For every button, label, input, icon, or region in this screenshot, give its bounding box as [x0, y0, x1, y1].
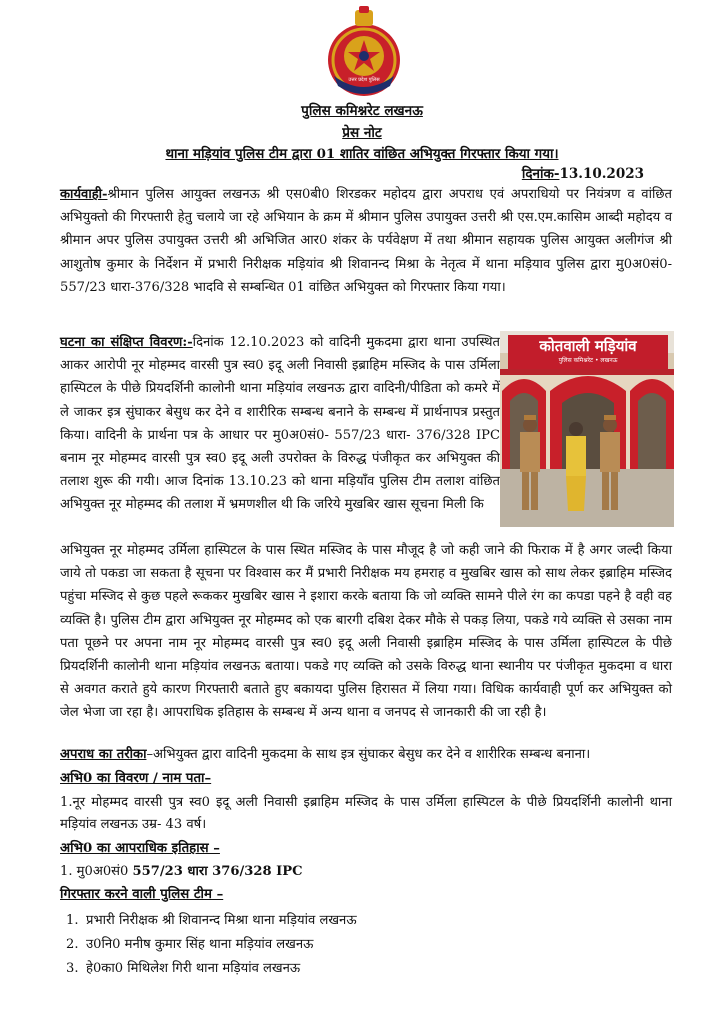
- team-member-num: 3.: [66, 961, 79, 976]
- team-member-text: हे0का0 मिथिलेश गिरी थाना मड़ियांव लखनऊ: [86, 961, 301, 976]
- modus-label: अपराध का तरीका: [60, 747, 147, 762]
- team-member-text: प्रभारी निरीक्षक श्री शिवानन्द मिश्रा थाना मड़ियांव लखनऊ: [86, 913, 357, 928]
- history-prefix: 1. मु0अ0सं0: [60, 864, 133, 879]
- photo-sign-sub: पुलिस कमिश्नरेट • लखनऊ: [558, 357, 618, 364]
- modus-line: [60, 744, 700, 762]
- incident-paragraph: [60, 331, 500, 517]
- action-text: श्रीमान पुलिस आयुक्त लखनऊ श्री एस0बी0 शिरडकर महोदय द्वारा अपराध एवं अपराधियो पर नियंत्रण व वांछित अभियुक्तो की गिरफ्तारी हेतु चलाये जा रहे अभियान के क्रम में श्रीमान पुलिस उपायुक्त उत्तरी श्री एस.एम.कासिम आब्दी महोदय व श्रीमान अपर पुलिस उपायुक्त उत्तरी श्री अभिजित आर0 शंकर के पर्यवेक्षण में तथा श्रीमान सहायक पुलिस आयुक्त अलीगंज श्री आशुतोष कुमार के निर्देशन में प्रभारी निरीक्षक मड़ियांव श्री शिवानन्द मिश्रा के नेतृत्व में थाना मड़ियाव पुलिस द्वारा मु0अ0सं0-557/23 धारा-376/328 भादवि से सम्बन्धित 01 वांछित अभियुक्त को गिरफ्तार किया गया।: [60, 187, 672, 295]
- incident-paragraph-cont: [60, 539, 672, 725]
- modus-text: –अभियुक्त द्वारा वादिनी मुकदमा के साथ इत्र सुंघाकर बेसुध कर देने व शारीरिक सम्बन्ध बनाना।: [146, 747, 591, 762]
- action-paragraph: [60, 183, 672, 299]
- up-police-emblem-icon: [324, 6, 404, 98]
- headline: थाना मड़ियांव पुलिस टीम द्वारा 01 शातिर वांछित अभियुक्त गिरफ्तार किया गया।: [165, 146, 559, 162]
- history-label: अभि0 का आपराधिक इतिहास –: [60, 841, 220, 856]
- incident-text-side: दिनांक 12.10.2023 को वादिनी मुकदमा द्वारा थाना उपस्थित आकर आरोपी नूर मोहम्मद वारसी पुत्र स्व0 इदू अली निवासी इब्राहिम मस्जिद के पास उर्मिला हास्पिटल के पीछे प्रियदर्शिनी कालोनी थाना मड़ियांव लखनऊ द्वारा वादिनी/पीडिता को कमरे में ले जाकर इत्र सुंघाकर बेसुध कर देने व शारीरिक सम्बन्ध बनाने के सम्बन्ध में प्रार्थनापत्र प्रस्तुत किया। वादिनी के प्रार्थना पत्र के आधार पर मु0अ0सं0- 557/23 धारा- 376/328 IPC बनाम नूर मोहम्मद वारसी पुत्र स्व0 इदू अली उपरोक्त के विरुद्ध पंजीकृत कर अभियुक्त की तलाश शुरू की गयी। आज दिनांक 13.10.23 को थाना मड़ियाँव पुलिस टीम तलाश वांछित अभियुक्त नूर मोहम्मद की तलाश में भ्रमणशील थी कि जरिये मुखबिर खास सूचना मिली कि: [60, 335, 500, 513]
- history-case: [60, 861, 303, 879]
- history-case-number: 557/23 धारा 376/328 IPC: [132, 864, 303, 879]
- org-title: पुलिस कमिश्नरेट लखनऊ: [301, 103, 423, 119]
- team-member-num: 2.: [66, 937, 79, 952]
- incident-label: घटना का संक्षिप्त विवरण:-: [60, 335, 193, 350]
- team-label: गिरफ्तार करने वाली पुलिस टीम –: [60, 887, 224, 902]
- team-member-text: उ0नि0 मनीष कुमार सिंह थाना मड़ियांव लखनऊ: [86, 937, 314, 952]
- photo-sign-text: कोतवाली मड़ियांव: [539, 337, 637, 355]
- accused-label: अभि0 का विवरण / नाम पता–: [60, 771, 212, 786]
- team-member: [66, 910, 357, 928]
- date-label: दिनांक-: [521, 166, 560, 182]
- action-label: कार्यवाही-: [60, 187, 108, 202]
- team-member-num: 1.: [66, 913, 79, 928]
- team-member: [66, 934, 313, 952]
- emblem-text: उत्तर प्रदेश पुलिस: [348, 77, 380, 83]
- doc-type: प्रेस नोट: [342, 125, 382, 141]
- date-value: 13.10.2023: [559, 166, 644, 182]
- press-date: [522, 164, 644, 182]
- incident-text-full: अभियुक्त नूर मोहम्मद उर्मिला हास्पिटल के पास स्थित मस्जिद के पास मौजूद है जो कही जाने की फिराक में है अगर जल्दी किया जाये तो पकडा जा सकता है सूचना पर विश्वास कर मैं प्रभारी निरीक्षक मय हमराह व मुखबिर खास को साथ लेकर इब्राहिम मस्जिद पहुंचा मस्जिद से कुछ पहले रूककर मुखबिर खास ने इशारा करके बताया कि जो व्यक्ति सामने पीले रंग का कपडा पहने है वही वह व्यक्ति है। पुलिस टीम द्वारा अभियुक्त नूर मोहम्मद को एक बारगी दबिश देकर मौके से पकड़ लिया, पकडे गये व्यक्ति से उसका नाम पता पूछने पर अपना नाम नूर मोहम्मद वारसी पुत्र स्व0 इदू अली निवासी इब्राहिम मस्जिद के पास उर्मिला हास्पिटल के पीछे प्रियदर्शिनी कालोनी थाना मड़ियांव लखनऊ बताया। पकडे गए व्यक्ति को उसके विरुद्ध थाना स्थानीय पर पंजीकृत मुकदमा व धारा से अवगत कराते हुये कारण गिरफ्तारी बताते हुए बकायदा पुलिस हिरासत में लिया गया। विधिक कार्यवाही पूर्ण कर अभियुक्त को जेल भेजा जा रहा है। आपराधिक इतिहास के सम्बन्ध में अन्य थाना व जनपद से जानकारी की जा रही है।: [60, 543, 672, 721]
- accused-text: 1.नूर मोहम्मद वारसी पुत्र स्व0 इदू अली निवासी इब्राहिम मस्जिद के पास उर्मिला हास्पिटल के पीछे प्रियदर्शिनी कालोनी थाना मड़ियांव लखनऊ उम्र- 43 वर्ष।: [60, 795, 672, 832]
- team-member: [66, 958, 300, 976]
